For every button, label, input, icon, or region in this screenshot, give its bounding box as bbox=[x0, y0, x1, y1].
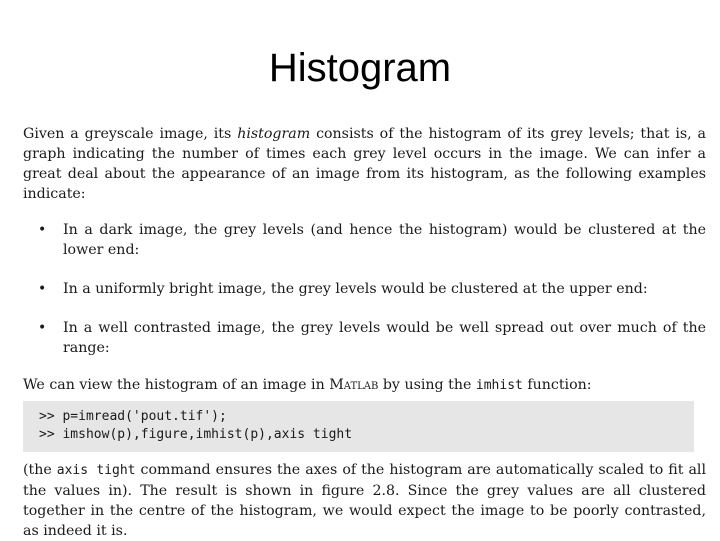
axis-tight-command: axis tight bbox=[56, 463, 136, 478]
term-histogram: histogram bbox=[237, 126, 311, 142]
imhist-paragraph: We can view the histogram of an image in Matlab by using the imhist function: bbox=[23, 377, 592, 393]
imhist-function: imhist bbox=[475, 378, 523, 393]
code-line: >> imshow(p),figure,imhist(p),axis tight bbox=[39, 427, 353, 442]
intro-paragraph: Given a greyscale image, its histogram consists of the histogram of its grey levels; that is, a graph indicating the number of times each grey level occurs in the image. We can infer a great deal about the appearance of an image from its histogram, as the following examples indicate: bbox=[23, 126, 706, 202]
slide-title: Histogram bbox=[268, 46, 452, 90]
bullet-icon: • bbox=[38, 222, 47, 238]
bullet-icon: • bbox=[38, 281, 47, 297]
result-paragraph: (the axis tight command ensures the axes of the histogram are automatically scaled to fit all the values in). The result is shown in figure 2.8. Since the grey values are all clustered together in the centre of the histogram, we would expect the image to be poorly contrasted, as indeed it is. bbox=[23, 462, 706, 539]
bullet-item-contrasted: • In a well contrasted image, the grey levels would be well spread out over much of the range: bbox=[38, 320, 706, 356]
code-block bbox=[23, 401, 694, 452]
bullet-icon: • bbox=[38, 320, 47, 336]
matlab-name: Matlab bbox=[329, 377, 379, 393]
bullet-list bbox=[23, 220, 706, 358]
book-excerpt bbox=[23, 124, 706, 541]
bullet-item-bright: • In a uniformly bright image, the grey levels would be clustered at the upper end: bbox=[38, 281, 648, 297]
code-line: >> p=imread('pout.tif'); bbox=[39, 409, 227, 424]
bullet-item-dark: • In a dark image, the grey levels (and hence the histogram) would be clustered at the lower end: bbox=[38, 222, 706, 258]
